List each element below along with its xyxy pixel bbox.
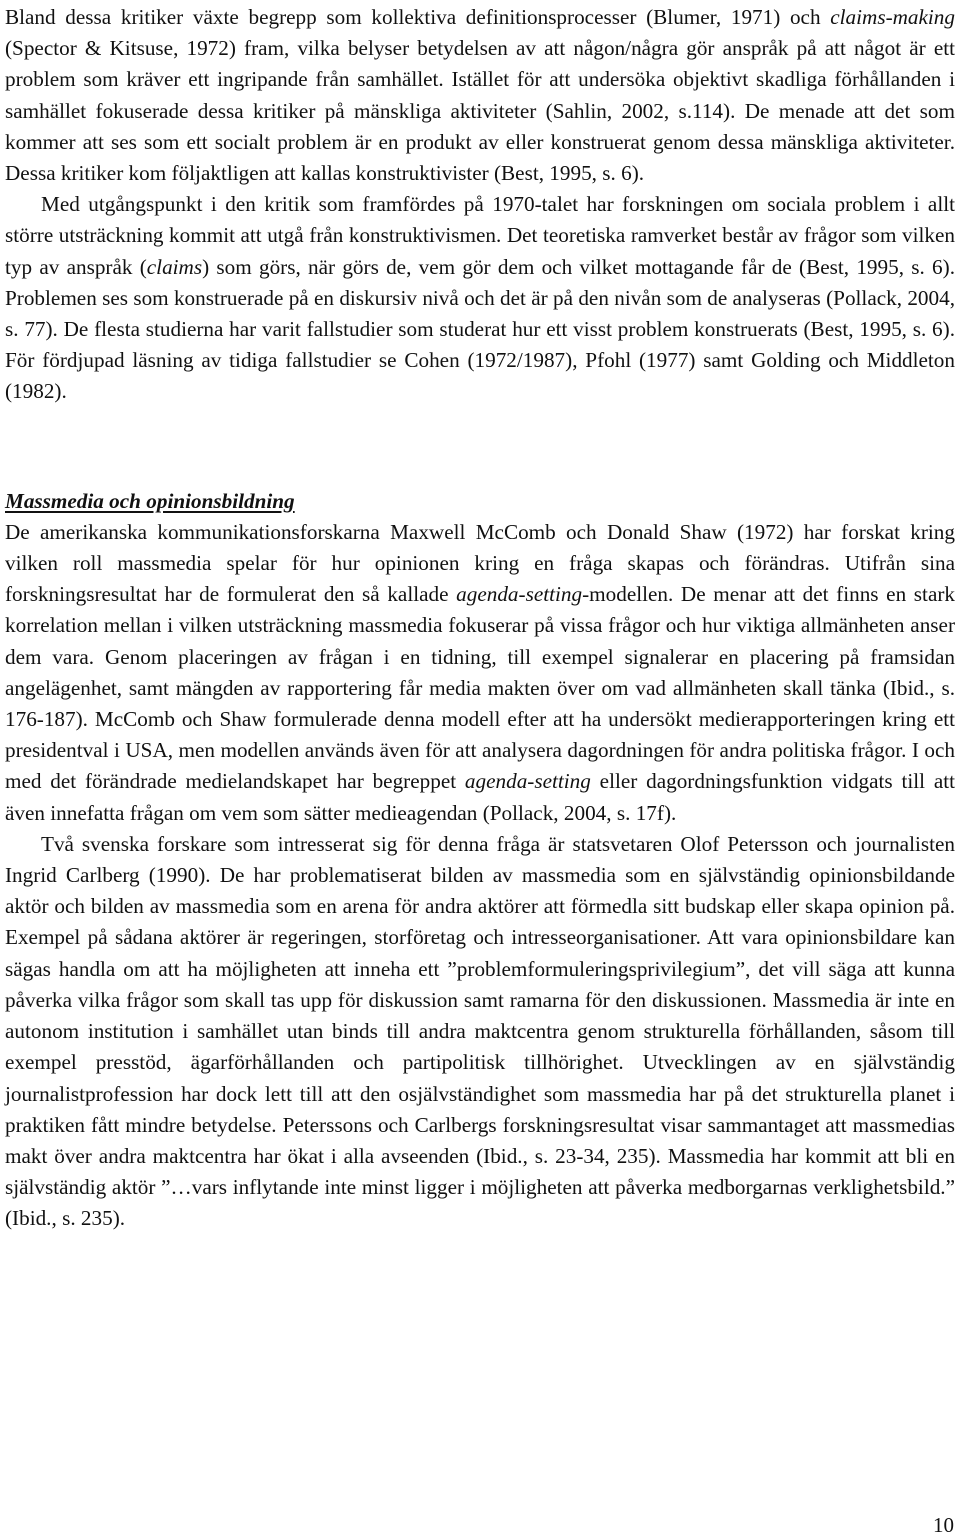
text-run: Två svenska forskare som intresserat sig för denna fråga är statsvetaren Olof Petersson och journalisten Ingrid Carlberg (1990). De har problematiserat bilden av massmedia som en självständig opinionsbildande aktör och bilden av massmedia som en arena för andra aktörer att förmedla sitt budskap eller skapa opinion på. Exempel på sådana aktörer är regeringen, storföretag och intresseorganisationer. Att vara opinionsbildare kan sägas handla om att ha möjligheten att inneha ett ”problemformuleringsprivilegium”, det vill säga att kunna påverka vilka frågor som skall tas upp för diskussion samt ramarna för den diskussionen. Massmedia är inte en autonom institution i samhället utan binds till andra maktcentra genom strukturella förhållanden, såsom till exempel presstöd, ägarförhållanden och partipolitisk tillhörighet. Utvecklingen av en självständig journalistprofession har dock lett till att den osjälvständighet som massmedia har på det strukturella planet i praktiken fått mindre betydelse. Peterssons och Carlbergs forskningsresultat visar sammantaget att massmedias makt över andra maktcentra har ökat i alla avseenden (Ibid., s. 23-34, 235). Massmedia har kommit att bli en självständig aktör ”…vars inflytande inte minst ligger i möjligheten att påverka medborgarnas verklighetsbild.” (Ibid., s. 235). (5, 831, 955, 1231)
paragraph-opinion-formers (5, 829, 955, 1235)
text-run: De amerikanska kommunikationsforskarna Maxwell McComb och Donald Shaw (1972) har forskat kring vilken roll massmedia spelar för hur opinionen kring en fråga skapas och förändras. Utifrån sina forskningsresultat har de formulerat den så kallade (5, 519, 955, 607)
paragraph-agenda-setting (5, 517, 955, 829)
page-number: 10 (933, 1513, 954, 1537)
text-run: (Spector & Kitsuse, 1972) fram, vilka belyser betydelsen av att någon/några gör anspråk på att något är ett problem som kräver ett ingripande från samhället. Istället för att undersöka objektivt skadliga förhållanden i samhället fokuserade dessa kritiker på mänskliga aktiviteter (Sahlin, 2002, s.114). De menade att det som kommer att ses som ett socialt problem är en produkt av eller konstruerat genom dessa mänskliga aktiviteter. Dessa kritiker kom följaktligen att kallas konstruktivister (Best, 1995, s. 6). (5, 36, 955, 186)
italic-term: claims-making (830, 5, 955, 29)
text-run: eller dagordningsfunktion vidgats till att även innefatta frågan om vem som sätter medieagendan (Pollack, 2004, s. 17f). (5, 769, 956, 825)
document-page (5, 2, 955, 1235)
italic-term: claims (146, 254, 203, 279)
text-run: -modellen. De menar att det finns en stark korrelation mellan i vilken utsträckning massmedia fokuserar på vissa frågor och hur viktiga allmänheten anser dem vara. Genom placeringen av frågan i en tidning, till exempel signalerar en placering på framsidan angelägenhet, samt mängden av rapportering får media makten över om vad allmänheten skall tänka (Ibid., s. 176-187). McComb och Shaw formulerade denna modell efter att ha undersökt medierapporteringen kring ett presidentval i USA, men modellen används även för att analysera dagordningen för andra politiska frågor. I och med det förändrade medielandskapet har begreppet (5, 582, 955, 794)
section-gap (5, 408, 955, 439)
text-run: Med utgångspunkt i den kritik som framfördes på 1970-talet har forskningen om sociala problem i allt större utsträckning kommit att utgå från konstruktivismen. Det teoretiska ramverket består av frågor som vilken typ av anspråk ( (5, 192, 955, 279)
text-run: Bland dessa kritiker växte begrepp som kollektiva definitionsprocesser (Blumer, 1971) och (5, 5, 831, 29)
paragraph-constructivism-research (5, 189, 955, 407)
paragraph-constructivism-critics (5, 2, 955, 189)
section-heading: Massmedia och opinionsbildning (5, 488, 295, 513)
italic-term: agenda-setting (456, 582, 583, 607)
text-run: ) som görs, när görs de, vem gör dem och vilket mottagande får de (Best, 1995, s. 6). Problemen ses som konstruerade på en diskursiv nivå och det är på den nivån som de analyseras (Pollack, 2004, s. 77). De flesta studierna har varit fallstudier som studerat hur ett visst problem konstruerats (Best, 1995, s. 6). För fördjupad läsning av tidiga fallstudier se Cohen (1972/1987), Pfohl (1977) samt Golding och Middleton (1982). (5, 254, 955, 404)
italic-term: agenda-setting (464, 769, 591, 794)
